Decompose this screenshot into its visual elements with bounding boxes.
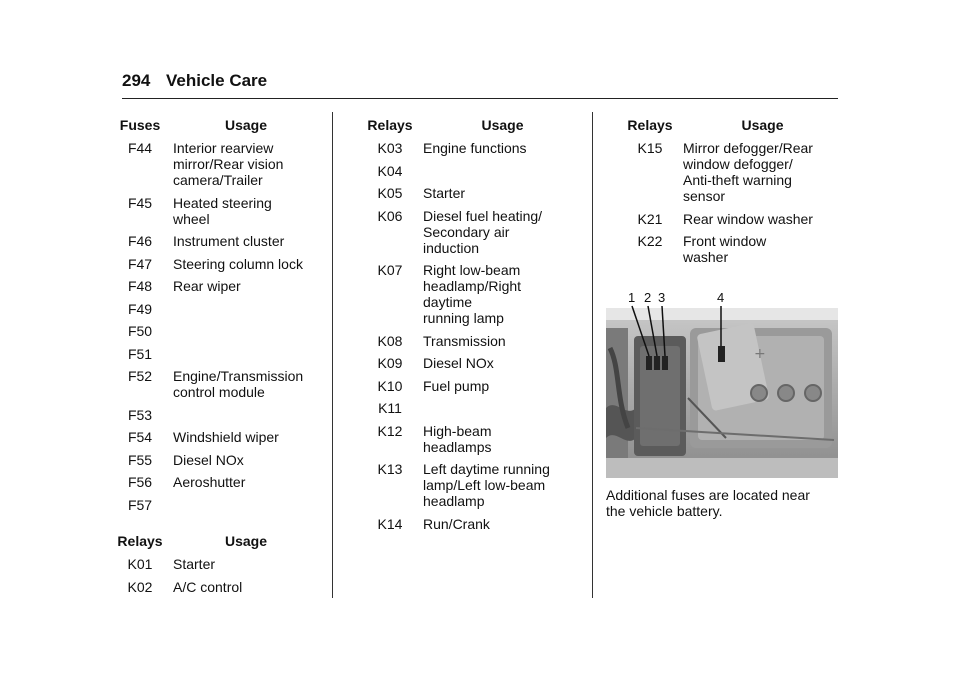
row-usage (173, 323, 319, 339)
row-usage (423, 333, 582, 349)
row-code: F54 (127, 429, 153, 445)
usage-line: running lamp (423, 310, 504, 326)
svg-text:+: + (754, 346, 766, 362)
row-usage (173, 256, 319, 272)
section-title: Vehicle Care (166, 71, 268, 90)
relays-table-3-header: Relays Usage (627, 117, 784, 133)
row-usage (683, 233, 842, 265)
callout-label-4: 4 (717, 290, 725, 305)
usage-line: headlamps (423, 438, 492, 455)
column-3 (617, 117, 842, 272)
row-code: K12 (377, 422, 403, 439)
row-code: K15 (637, 140, 663, 156)
row-code: F46 (127, 233, 153, 249)
row-code: F53 (127, 406, 153, 423)
row-code: K06 (377, 207, 403, 224)
row-code: F45 (127, 194, 153, 211)
table-row (107, 429, 319, 445)
row-usage (423, 163, 582, 179)
table-row (357, 262, 582, 326)
usage-line: Engine/Transmission (173, 368, 304, 384)
row-usage (423, 355, 582, 371)
relays-table-1-header: Relays Usage (117, 533, 268, 549)
usage-line: control module (173, 384, 265, 400)
usage-line: Left daytime running (423, 461, 550, 477)
table-row (107, 233, 319, 249)
usage-line: Anti-theft warning (683, 172, 792, 188)
fuse-1-marker (646, 356, 652, 370)
table-row (107, 301, 319, 317)
table-row (357, 140, 582, 156)
row-code: K01 (127, 556, 153, 572)
row-usage (173, 346, 319, 362)
row-usage (173, 497, 319, 513)
table-row (107, 256, 319, 272)
usage-line: Fuel pump (423, 377, 490, 394)
row-usage (173, 368, 319, 400)
relays-table-3 (617, 140, 842, 265)
battery-fuse-photo (606, 288, 838, 478)
row-usage (423, 262, 582, 326)
usage-line: Heated steering (173, 194, 272, 211)
row-code: K08 (377, 332, 403, 349)
table-row (107, 556, 319, 572)
row-usage (173, 407, 319, 423)
row-usage (683, 140, 842, 204)
relays-table-2 (357, 140, 582, 532)
usage-line: Diesel NOx (173, 451, 244, 468)
usage-line: Rear wiper (173, 278, 241, 294)
row-usage (173, 195, 319, 227)
usage-line: induction (423, 239, 480, 256)
table-row (357, 355, 582, 371)
usage-line: mirror/Rear vision (173, 156, 284, 172)
table-row (357, 423, 582, 455)
row-code: K21 (637, 210, 663, 227)
row-usage (423, 400, 582, 416)
row-code: F51 (127, 345, 153, 362)
row-code: K13 (377, 461, 403, 477)
row-code: K07 (377, 262, 403, 278)
row-code: F52 (127, 368, 153, 384)
usage-line: daytime (423, 294, 473, 310)
table-row (357, 208, 582, 256)
row-usage (173, 301, 319, 317)
row-usage (423, 185, 582, 201)
row-usage (173, 233, 319, 249)
row-usage (173, 556, 319, 572)
row-usage (683, 211, 842, 227)
row-usage (173, 278, 319, 294)
relays-table-2-header: Relays Usage (367, 117, 524, 133)
row-usage (423, 378, 582, 394)
callout-label-2: 2 (644, 290, 652, 305)
column-divider-1 (332, 112, 333, 598)
row-usage (173, 474, 319, 490)
usage-line: headlamp (423, 493, 485, 509)
table-row (107, 278, 319, 294)
row-code: F50 (127, 323, 153, 339)
row-usage (173, 140, 319, 188)
callout-label-1: 1 (628, 290, 636, 305)
fuses-table-header: Fuses Usage (119, 117, 268, 133)
row-code: F47 (127, 255, 153, 272)
table-row (107, 579, 319, 595)
usage-line: Engine functions (423, 140, 527, 156)
usage-line: lamp/Left low-beam (423, 477, 546, 493)
column-2 (357, 117, 582, 538)
row-code: F44 (127, 140, 153, 156)
row-code: K14 (377, 515, 403, 532)
usage-line: Windshield wiper (173, 429, 279, 445)
row-code: K05 (377, 185, 403, 201)
table-row (617, 211, 842, 227)
row-code: K04 (377, 162, 403, 179)
page-number: 294 (122, 71, 151, 90)
table-row (617, 233, 842, 265)
row-code: K02 (127, 578, 153, 595)
usage-line: wheel (173, 210, 210, 227)
usage-line: Starter (173, 556, 216, 572)
usage-line: Secondary air (423, 223, 510, 240)
table-row (357, 461, 582, 509)
fuse-2-marker (654, 356, 660, 370)
row-code: F55 (127, 451, 153, 468)
table-row (107, 368, 319, 400)
relays-table-1 (107, 556, 319, 595)
fuse-3-marker (662, 356, 668, 370)
row-usage (423, 208, 582, 256)
column-divider-2 (592, 112, 593, 598)
row-code: F48 (127, 278, 153, 294)
table-row (357, 333, 582, 349)
usage-line: Interior rearview (173, 140, 274, 156)
table-row (107, 140, 319, 188)
row-usage (173, 429, 319, 445)
table-row (107, 407, 319, 423)
row-code: F49 (127, 300, 153, 317)
fuses-table (107, 140, 319, 513)
usage-line: Instrument cluster (173, 233, 285, 249)
row-usage (173, 452, 319, 468)
usage-line: Mirror defogger/Rear (683, 140, 813, 156)
table-row (107, 497, 319, 513)
header-rule (122, 98, 838, 99)
usage-line: Right low-beam (423, 262, 521, 278)
row-code: K10 (377, 377, 403, 394)
table-row (357, 185, 582, 201)
fuse-4-marker (718, 346, 725, 362)
usage-line: Steering column lock (173, 255, 303, 272)
row-code: K09 (377, 355, 403, 371)
table-row (107, 195, 319, 227)
column-1 (107, 117, 319, 601)
usage-line: High-beam (423, 422, 492, 439)
usage-line: Diesel NOx (423, 355, 494, 371)
table-row (107, 452, 319, 468)
usage-line: camera/Trailer (173, 172, 263, 188)
usage-line: Aeroshutter (173, 474, 246, 490)
row-usage (423, 140, 582, 156)
caption-line: the vehicle battery. (606, 503, 723, 519)
usage-line: washer (683, 249, 729, 265)
usage-line: Transmission (423, 332, 506, 349)
table-row (107, 474, 319, 490)
row-code: F57 (127, 496, 153, 513)
row-usage (423, 516, 582, 532)
row-code: K03 (377, 140, 403, 156)
table-row (357, 378, 582, 394)
table-row (107, 323, 319, 339)
callout-label-3: 3 (658, 290, 666, 305)
row-code: K22 (637, 233, 663, 249)
row-code: F56 (127, 474, 153, 490)
usage-line: Diesel fuel heating/ (423, 207, 543, 224)
page-header (122, 71, 267, 91)
usage-line: headlamp/Right (423, 278, 522, 294)
usage-line: window defogger/ (683, 156, 793, 172)
table-row (357, 400, 582, 416)
usage-line: Starter (423, 185, 466, 201)
row-usage (423, 423, 582, 455)
battery-caption (606, 487, 846, 519)
row-usage (423, 461, 582, 509)
usage-line: Rear window washer (683, 210, 813, 227)
usage-line: Front window (683, 233, 767, 249)
usage-line: Run/Crank (423, 515, 490, 532)
usage-line: sensor (683, 188, 726, 204)
table-row (357, 516, 582, 532)
usage-line: A/C control (173, 578, 243, 595)
caption-line: Additional fuses are located near (606, 487, 810, 503)
table-row (107, 346, 319, 362)
table-row (357, 163, 582, 179)
row-code: K11 (378, 400, 402, 416)
row-usage (173, 579, 319, 595)
table-row (617, 140, 842, 204)
